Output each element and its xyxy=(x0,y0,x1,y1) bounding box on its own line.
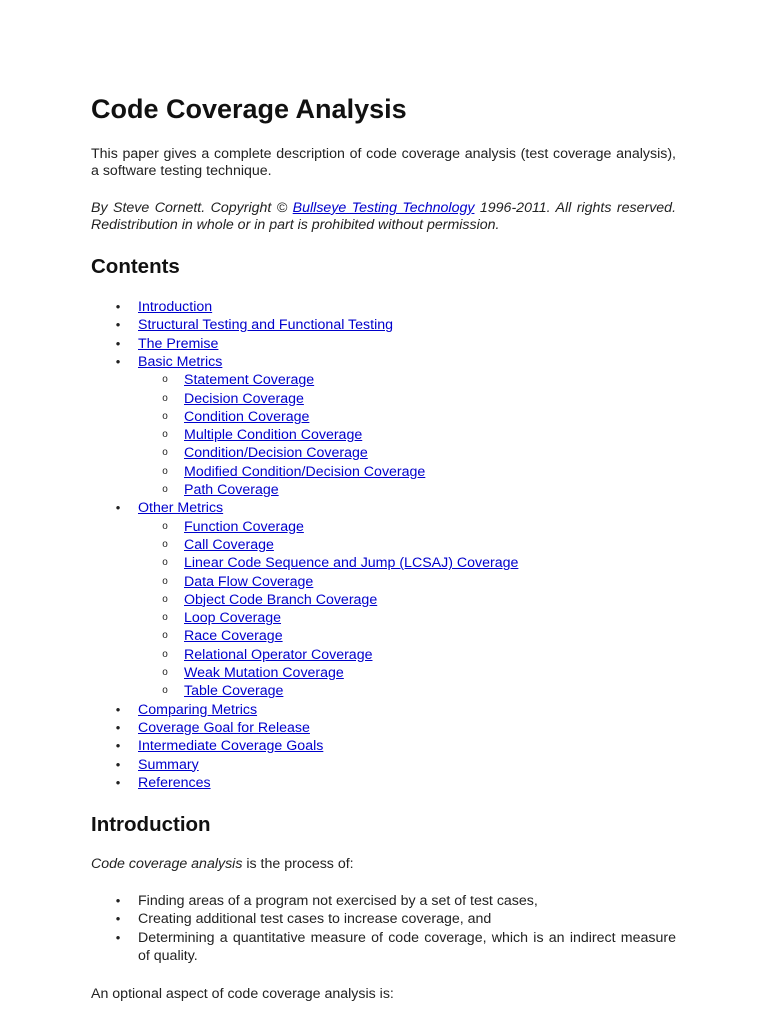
bullseye-link[interactable]: Bullseye Testing Technology xyxy=(292,200,475,216)
definition-term: Code coverage analysis xyxy=(91,856,243,872)
toc-link[interactable]: Other Metrics xyxy=(138,500,224,517)
circle-bullet-icon: o xyxy=(162,429,168,441)
bullet-icon: • xyxy=(115,774,121,790)
bullet-icon: • xyxy=(115,299,121,314)
toc-link[interactable]: Comparing Metrics xyxy=(138,701,258,718)
bullet-icon: • xyxy=(115,500,121,516)
toc-link[interactable]: Introduction xyxy=(138,299,213,315)
toc-link[interactable]: Weak Mutation Coverage xyxy=(184,665,344,681)
toc-link[interactable]: Condition/Decision Coverage xyxy=(184,445,368,462)
circle-bullet-icon: o xyxy=(162,465,168,477)
toc-link[interactable]: Decision Coverage xyxy=(184,390,304,407)
list-item-text: Finding areas of a program not exercised by a set of test cases, xyxy=(138,893,538,909)
toc-link[interactable]: Statement Coverage xyxy=(184,372,315,389)
contents-heading: Contents xyxy=(91,255,180,278)
definition-rest: is the process of: xyxy=(242,856,354,872)
circle-bullet-icon: o xyxy=(162,447,168,459)
bullet-icon: • xyxy=(115,353,121,369)
circle-bullet-icon: o xyxy=(162,630,168,642)
toc-link[interactable]: Condition Coverage xyxy=(184,408,310,425)
optional-aspect-paragraph: An optional aspect of code coverage analysis is: xyxy=(91,986,394,1002)
toc-link[interactable]: Summary xyxy=(138,756,199,773)
toc-link[interactable]: Object Code Branch Coverage xyxy=(184,591,378,608)
bullet-icon: • xyxy=(115,756,121,772)
circle-bullet-icon: o xyxy=(162,667,168,678)
bullet-icon: • xyxy=(115,335,121,351)
circle-bullet-icon: o xyxy=(162,520,168,532)
bullet-icon: • xyxy=(115,929,121,945)
bullet-icon: • xyxy=(115,317,121,333)
circle-bullet-icon: o xyxy=(162,557,168,569)
circle-bullet-icon: o xyxy=(162,685,168,697)
page-title: Code Coverage Analysis xyxy=(91,94,407,124)
circle-bullet-icon: o xyxy=(162,575,168,587)
toc-link[interactable]: Race Coverage xyxy=(184,628,283,645)
toc-link[interactable]: Structural Testing and Functional Testing xyxy=(138,317,393,334)
bullet-icon: • xyxy=(115,911,121,927)
toc-link[interactable]: Call Coverage xyxy=(184,536,274,553)
byline-prefix: By Steve Cornett. Copyright © xyxy=(91,200,293,216)
circle-bullet-icon: o xyxy=(162,648,168,660)
circle-bullet-icon: o xyxy=(162,392,168,404)
definition-paragraph xyxy=(91,856,676,873)
bullet-icon: • xyxy=(115,738,121,754)
process-list xyxy=(91,892,676,965)
toc-link[interactable]: Coverage Goal for Release xyxy=(138,719,310,736)
toc-link[interactable]: Linear Code Sequence and Jump (LCSAJ) Coverage xyxy=(184,555,519,572)
toc-link[interactable]: Data Flow Coverage xyxy=(184,573,314,590)
list-item-text: Creating additional test cases to increase coverage, and xyxy=(138,911,492,928)
toc-link[interactable]: Basic Metrics xyxy=(138,353,223,370)
intro-paragraph: This paper gives a complete description of code coverage analysis (test coverage analysis), a software testing technique. xyxy=(91,146,676,179)
toc-link[interactable]: Function Coverage xyxy=(184,518,304,535)
list-item xyxy=(91,892,676,910)
toc-link[interactable]: Intermediate Coverage Goals xyxy=(138,738,324,755)
circle-bullet-icon: o xyxy=(162,538,168,550)
toc-link[interactable]: Relational Operator Coverage xyxy=(184,646,373,663)
bullet-icon: • xyxy=(115,893,121,908)
list-item-text: Determining a quantitative measure of code coverage, which is an indirect measure of quality. xyxy=(138,929,676,964)
toc-link[interactable]: Path Coverage xyxy=(184,482,279,498)
circle-bullet-icon: o xyxy=(162,374,168,386)
toc-link[interactable]: Loop Coverage xyxy=(184,610,282,627)
bullet-icon: • xyxy=(115,719,121,735)
bullet-icon: • xyxy=(115,701,121,717)
circle-bullet-icon: o xyxy=(162,484,168,495)
circle-bullet-icon: o xyxy=(162,593,168,605)
toc-link[interactable]: The Premise xyxy=(138,335,219,352)
byline xyxy=(91,200,676,234)
byline-suffix: 1996-2011. All rights reserved. Redistribution in whole or in part is prohibited without permission. xyxy=(91,200,677,233)
toc-link[interactable]: Multiple Condition Coverage xyxy=(184,427,363,444)
toc-link[interactable]: Table Coverage xyxy=(184,683,284,700)
list-item xyxy=(91,929,676,966)
toc-link[interactable]: References xyxy=(138,774,211,791)
circle-bullet-icon: o xyxy=(162,410,168,422)
circle-bullet-icon: o xyxy=(162,612,168,624)
list-item xyxy=(91,910,676,928)
introduction-heading: Introduction xyxy=(91,813,211,836)
toc-link[interactable]: Modified Condition/Decision Coverage xyxy=(184,463,426,480)
